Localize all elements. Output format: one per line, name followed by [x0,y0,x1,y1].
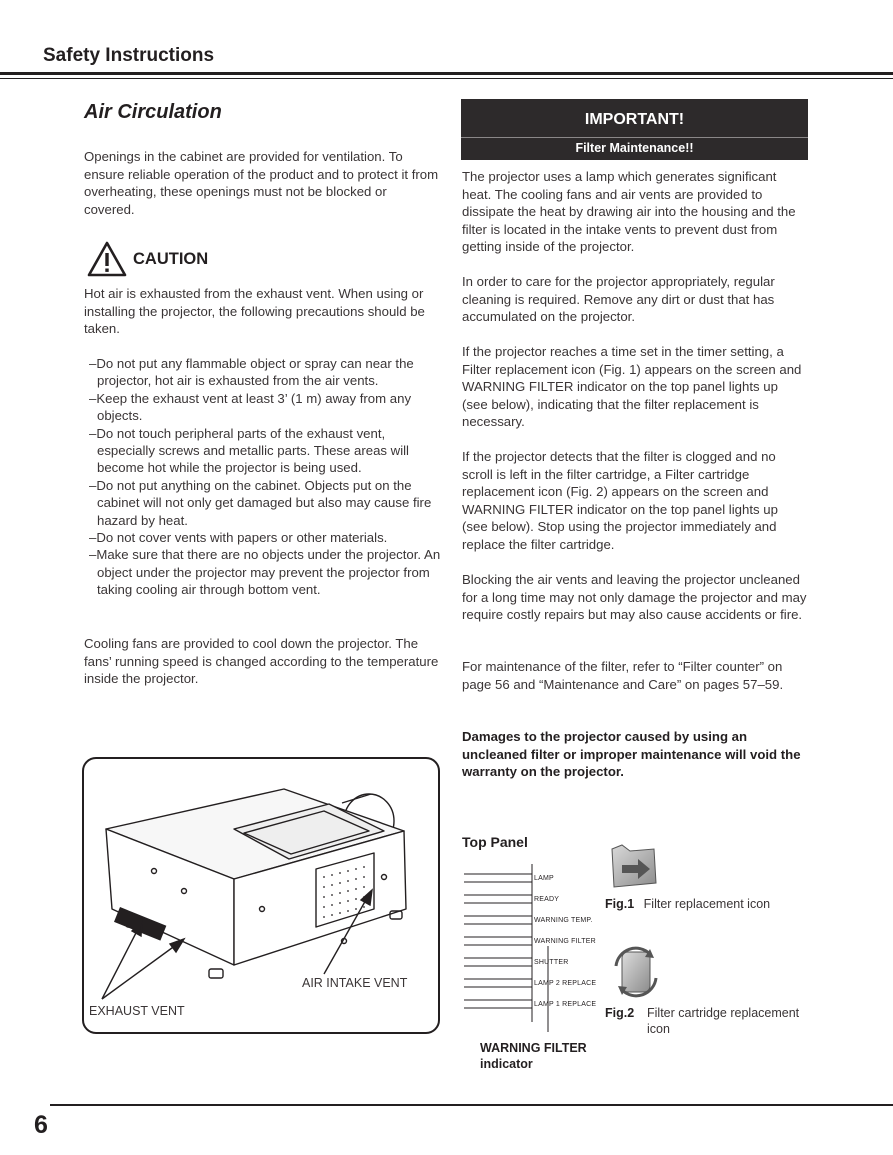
panel-indicator-label: LAMP [534,875,554,882]
header-rule [0,72,893,75]
filter-paragraph-3: If the projector reaches a time set in the timer setting, a Filter replacement icon (Fig. 1) appears on the screen and WARNING FILTER indicator on the top panel lights up (see below), indicating that the filter replacement is necessary. [462,344,802,429]
exhaust-vent-label: EXHAUST VENT [89,1004,185,1018]
list-item: – Keep the exhaust vent at least 3’ (1 m) away from any objects. [84,390,444,425]
air-intake-vent-label: AIR INTAKE VENT [302,976,408,990]
panel-indicator-label: WARNING TEMP. [534,917,593,924]
filter-paragraph-6: For maintenance of the filter, refer to “Filter counter” on page 56 and “Maintenance and Care” on pages 57–59. [462,659,784,692]
fig2-number: Fig.2 [605,1006,635,1020]
header-rule-thin [0,78,893,79]
filter-paragraph-1: The projector uses a lamp which generates significant heat. The cooling fans and air vents are provided to dissipate the heat by drawing air into the housing and the filter is located in the intake vents to prevent dust from getting inside of the projector. [462,169,796,254]
important-subtitle: Filter Maintenance!! [575,141,694,155]
filter-paragraph-5: Blocking the air vents and leaving the projector uncleaned for a long time may not only damage the projector and may require costly repairs but may also cause accidents or fire. [462,572,807,622]
important-divider [461,137,808,138]
filter-paragraph-4: If the projector detects that the filter is clogged and no scroll is left in the filter cartridge, a Filter cartridge replacement icon (Fig. 2) appears on the screen and WARNING FILTER indicator on the top panel lights up (see below). Stop using the projector immediately and replace the filter cartridge. [462,449,778,552]
page-header-title: Safety Instructions [43,45,215,66]
projector-illustration [82,757,440,1034]
caution-heading [86,240,286,280]
list-item: – Do not cover vents with papers or other materials. [84,529,444,546]
important-title: IMPORTANT! [584,111,685,128]
filter-cartridge-replacement-icon [610,946,662,998]
section-title: Air Circulation [84,101,222,123]
fig1-number: Fig.1 [605,897,635,911]
precautions-list [84,355,444,599]
panel-indicator-label: READY [534,896,560,903]
caution-paragraph: Hot air is exhausted from the exhaust vent. When using or installing the projector, the following precautions should be taken. [84,286,425,336]
panel-indicator-label: LAMP 2 REPLACE [534,980,597,987]
list-item: – Do not put anything on the cabinet. Objects put on the cabinet will not only get damaged but also may cause fire hazard by heat. [84,477,444,529]
fig1-caption-row [605,896,770,912]
filter-replacement-icon [608,843,660,891]
panel-indicator-label: LAMP 1 REPLACE [534,1001,597,1008]
footer-rule [50,1104,893,1106]
warning-filter-indicator-label: WARNING FILTER indicator [480,1041,587,1071]
warning-triangle-icon [86,240,128,278]
warranty-notice: Damages to the projector caused by using an uncleaned filter or improper maintenance will void the warranty on the projector. [462,729,801,779]
list-item: – Do not touch peripheral parts of the exhaust vent, especially screws and metallic parts. These areas will become hot while the projector is being used. [84,425,444,477]
list-item: – Do not put any flammable object or spray can near the projector, hot air is exhausted from the air vents. [84,355,444,390]
fig1-caption: Filter replacement icon [643,897,771,911]
panel-indicator-label: WARNING FILTER [534,938,596,945]
fig2-caption: Filter cartridge replacement icon [647,1006,800,1036]
top-panel-label: Top Panel [462,834,528,850]
panel-indicator-label: SHUTTER [534,959,569,966]
projector-drawing [84,759,438,1032]
page-number: 6 [34,1111,48,1139]
top-panel-diagram [462,862,602,1032]
intro-paragraph: Openings in the cabinet are provided for ventilation. To ensure reliable operation of the product and to protect it from overheating, these openings must not be blocked or covered. [84,149,439,217]
important-banner [461,99,808,160]
cooling-paragraph: Cooling fans are provided to cool down the projector. The fans’ running speed is changed according to the temperature inside the projector. [84,636,439,686]
caution-label: CAUTION [133,250,209,268]
list-item: – Make sure that there are no objects under the projector. An object under the projector may prevent the projector from taking cooling air through bottom vent. [84,546,444,598]
filter-paragraph-2: In order to care for the projector appropriately, regular cleaning is required. Remove any dirt or dust that has accumulated on the projector. [462,274,775,324]
